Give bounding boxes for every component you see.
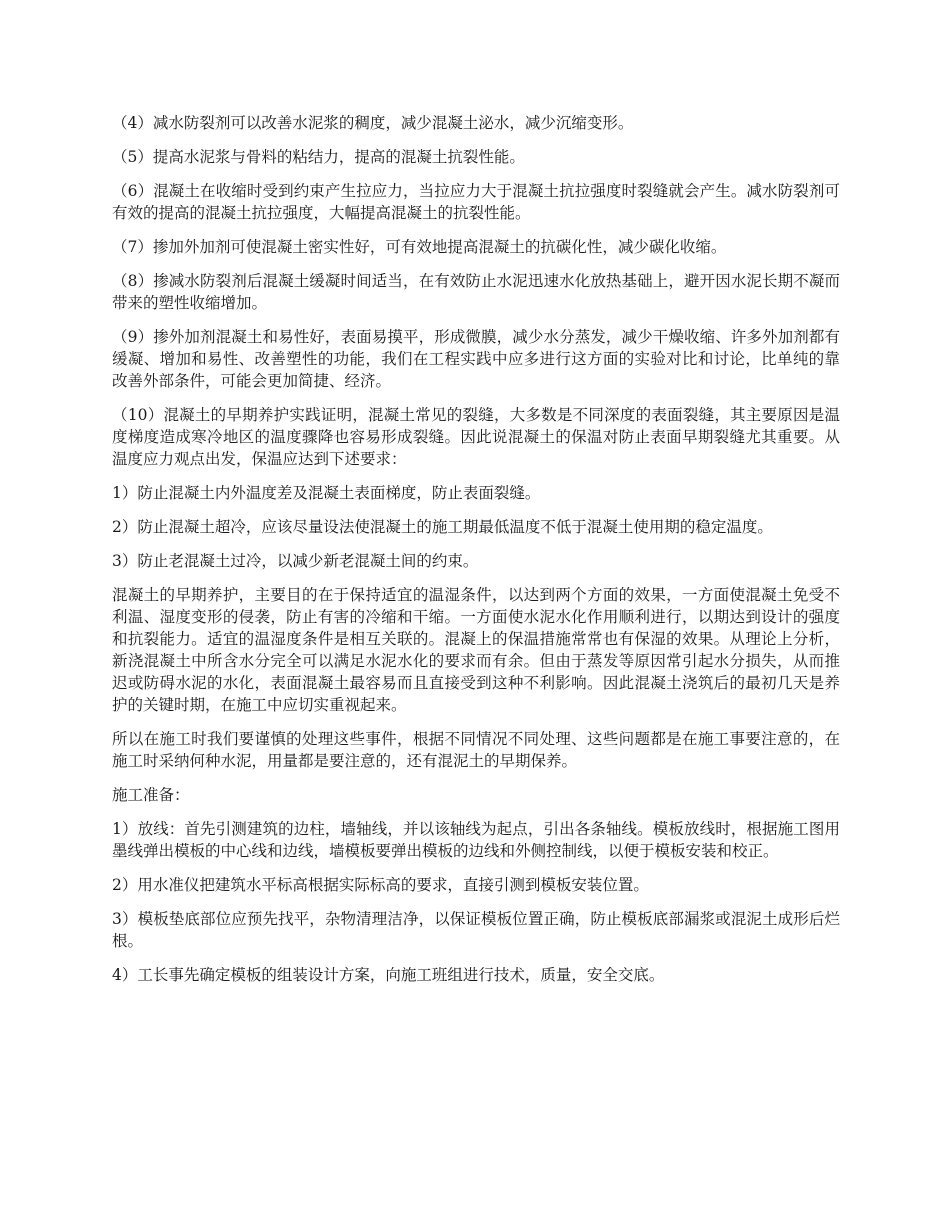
preparation-step-3: 3）模板垫底部位应预先找平，杂物清理洁净，以保证模板位置正确，防止模板底部漏浆或混泥土成形后烂根。 [112, 910, 840, 950]
requirement-3: 3）防止老混凝土过冷，以减少新老混凝土间的约束。 [112, 552, 479, 570]
document-body [112, 112, 840, 998]
requirement-1: 1）防止混凝土内外温度差及混凝土表面梯度，防止表面裂缝。 [112, 484, 541, 502]
paragraph-item-8: （8）掺减水防裂剂后混凝土缓凝时间适当，在有效防止水泥迅速水化放热基础上，避开因水泥长期不凝而带来的塑性收缩增加。 [112, 272, 840, 312]
preparation-step-4: 4）工长事先确定模板的组装设计方案，向施工班组进行技术，质量，安全交底。 [112, 966, 665, 984]
paragraph-item-5: （5）提高水泥浆与骨料的粘结力，提高的混凝土抗裂性能。 [112, 148, 525, 166]
requirement-2: 2）防止混凝土超冷，应该尽量设法使混凝土的施工期最低温度不低于混凝土使用期的稳定温度。 [112, 518, 773, 536]
paragraph-item-10: （10）混凝土的早期养护实践证明，混凝土常见的裂缝，大多数是不同深度的表面裂缝，其主要原因是温度梯度造成寒冷地区的温度骤降也容易形成裂缝。因此说混凝土的保温对防止表面早期裂缝尤其重要。从温度应力观点出发，保温应达到下述要求： [112, 406, 840, 468]
paragraph-item-4: （4）减水防裂剂可以改善水泥浆的稠度，减少混凝土泌水，减少沉缩变形。 [112, 114, 634, 132]
preparation-step-2: 2）用水准仪把建筑水平标高根据实际标高的要求，直接引测到模板安装位置。 [112, 876, 649, 894]
paragraph-item-6: （6）混凝土在收缩时受到约束产生拉应力，当拉应力大于混凝土抗拉强度时裂缝就会产生。减水防裂剂可有效的提高的混凝土抗拉强度，大幅提高混凝土的抗裂性能。 [112, 182, 840, 222]
early-curing-paragraph: 混凝土的早期养护，主要目的在于保持适宜的温湿条件，以达到两个方面的效果，一方面使混凝土免受不利温、湿度变形的侵袭，防止有害的冷缩和干缩。一方面使水泥水化作用顺利进行，以期达到设计的强度和抗裂能力。适宜的温湿度条件是相互关联的。混凝上的保温措施常常也有保湿的效果。从理论上分析，新浇混凝土中所含水分完全可以满足水泥水化的要求而有余。但由于蒸发等原因常引起水分损失，从而推迟或防碍水泥的水化，表面混凝土最容易而且直接受到这种不利影响。因此混凝土浇筑后的最初几天是养护的关键时期，在施工中应切实重视起来。 [112, 586, 840, 714]
summary-paragraph: 所以在施工时我们要谨慎的处理这些事件，根据不同情况不同处理、这些问题都是在施工事要注意的，在施工时采纳何种水泥，用量都是要注意的，还有混泥土的早期保养。 [112, 730, 840, 770]
paragraph-item-9: （9）掺外加剂混凝土和易性好，表面易摸平，形成微膜，减少水分蒸发，减少干燥收缩、许多外加剂都有缓凝、增加和易性、改善塑性的功能，我们在工程实践中应多进行这方面的实验对比和讨论，比单纯的靠改善外部条件，可能会更加简捷、经济。 [112, 328, 840, 390]
paragraph-item-7: （7）掺加外加剂可使混凝土密实性好，可有效地提高混凝土的抗碳化性，减少碳化收缩。 [112, 238, 727, 256]
section-heading-preparation: 施工准备： [112, 786, 190, 804]
preparation-step-1: 1）放线：首先引测建筑的边柱，墙轴线，并以该轴线为起点，引出各条轴线。模板放线时，根据施工图用墨线弹出模板的中心线和边线，墙模板要弹出模板的边线和外侧控制线，以便于模板安装和校正。 [112, 820, 840, 860]
